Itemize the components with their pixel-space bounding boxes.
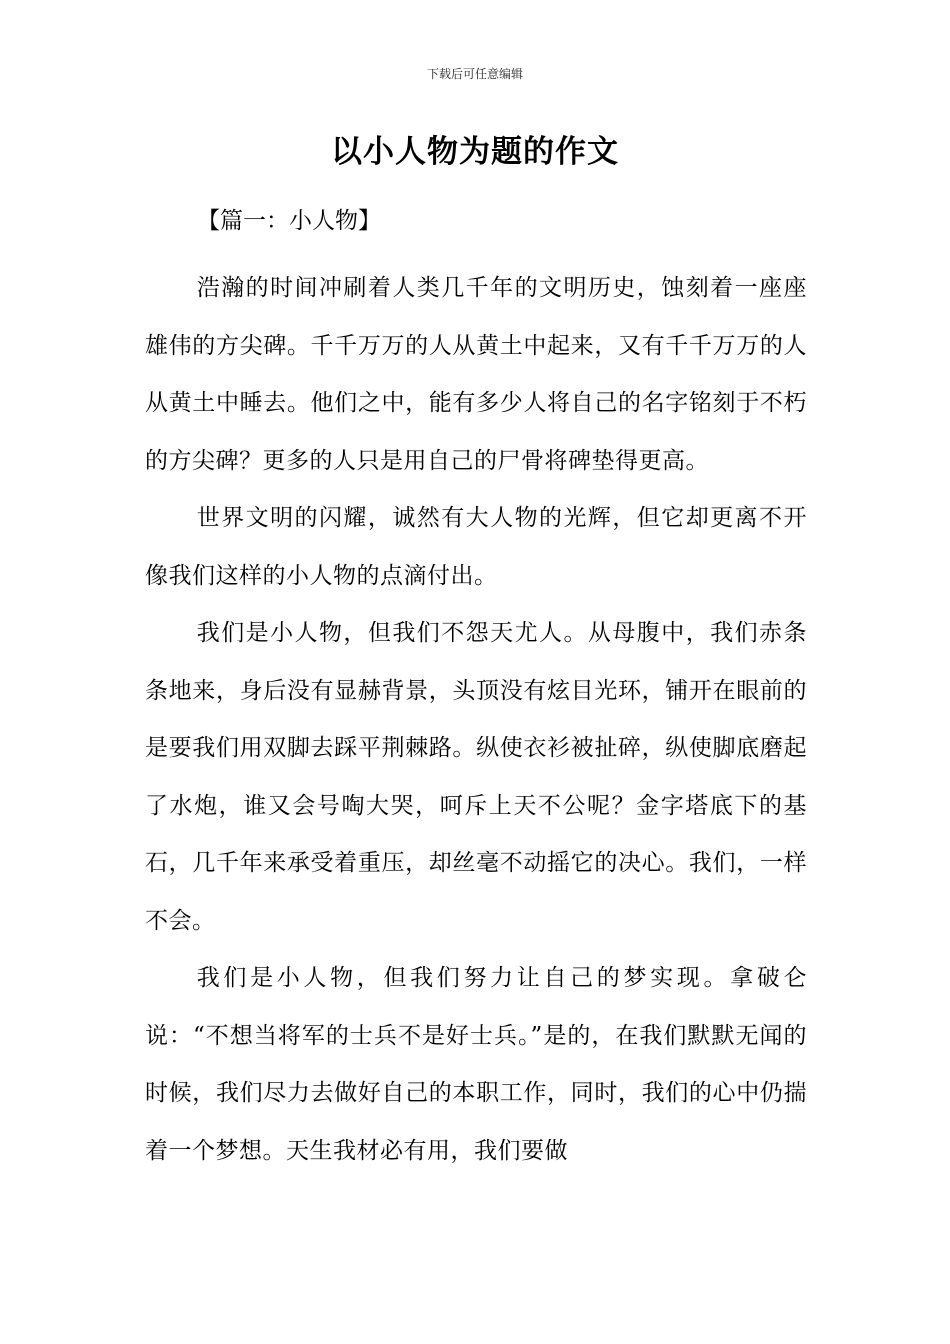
paragraph: 浩瀚的时间冲刷着人类几千年的文明历史，蚀刻着一座座雄伟的方尖碑。千千万万的人从黄土中起来，又有千千万万的人从黄土中睡去。他们之中，能有多少人将自己的名字铭刻于不朽的方尖碑？更多的人只是用自己的尸骨将碑垫得更高。 xyxy=(145,275,807,474)
section-heading: 【篇一：小人物】 xyxy=(197,208,381,234)
paragraph: 世界文明的闪耀，诚然有大人物的光辉，但它却更离不开像我们这样的小人物的点滴付出。 xyxy=(145,505,807,589)
body-text xyxy=(145,260,807,1180)
paragraph: 我们是小人物，但我们不怨天尤人。从母腹中，我们赤条条地来，身后没有显赫背景，头顶没有炫目光环，铺开在眼前的是要我们用双脚去踩平荆棘路。纵使衣衫被扯碎，纵使脚底磨起了水炮，谁又会号啕大哭，呵斥上天不公呢？金字塔底下的基石，几千年来承受着重压，却丝毫不动摇它的决心。我们，一样不会。 xyxy=(145,620,807,934)
paragraph: 我们是小人物，但我们努力让自己的梦实现。拿破仑说：“不想当将军的士兵不是好士兵。”是的，在我们默默无闻的时候，我们尽力去做好自己的本职工作，同时，我们的心中仍揣着一个梦想。天生我材必有用，我们要做 xyxy=(145,965,807,1164)
header-note: 下载后可任意编辑 xyxy=(426,67,523,81)
document-title: 以小人物为题的作文 xyxy=(331,134,619,170)
